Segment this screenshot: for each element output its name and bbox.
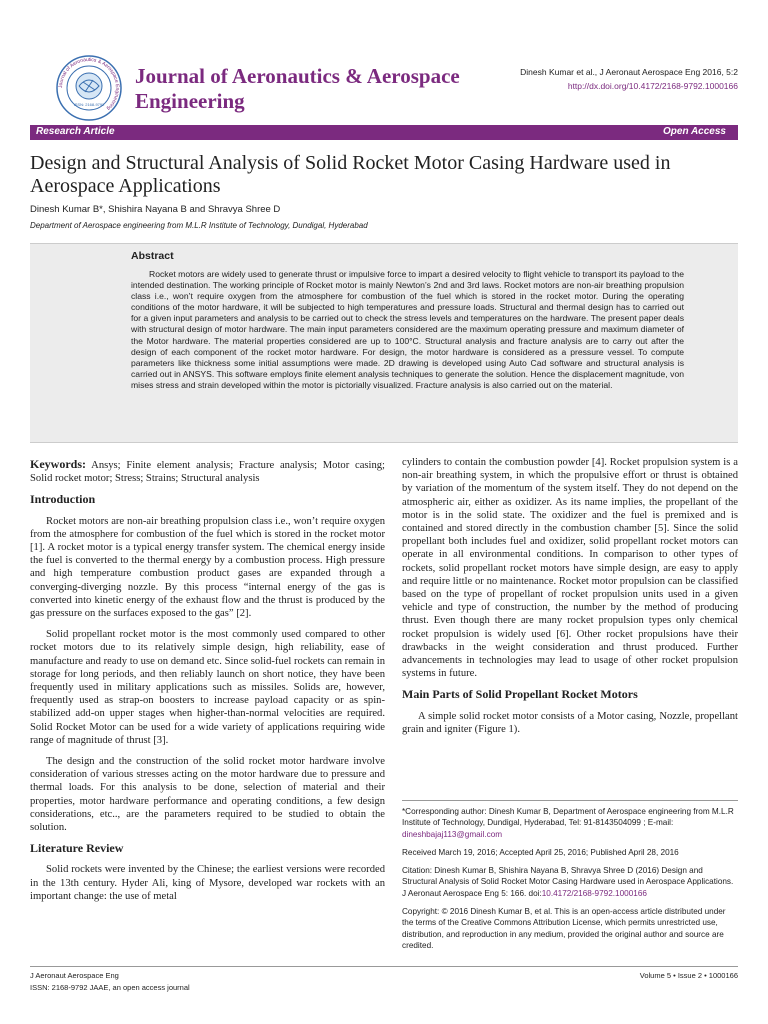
footer-issn: ISSN: 2168-9792 JAAE, an open access journal bbox=[30, 983, 190, 992]
right-paragraph-1: cylinders to contain the combustion powder [4]. Rocket propulsion system is a non-air breathing system, in which the propulsive effort or thrust is obtained by variation of the momentum of the system itself. They do not depend on the atmospheric air, either as oxidizer. As its name implies, the propellant of the motor is in the solid state. The oxidizer and the fuel is premixed and is contained and stored directly in the combustion chamber [5]. Since the solid propellant both includes fuel and oxidizer, solid propellant rocket motors can operate in all environmental conditions. In comparison to other types of rockets, solid propellant rocket motors have simple design, are easy to apply and require little or no maintenance. Rocket motor propulsion can be classified based on the type of propellant of rocket propulsion units used in a given vehicle and type of construction, the number by the method of producing thrust. Even though there are many rocket propulsion types only chemical rocket propulsion is widely used [6]. Other rocket propulsions have their drawbacks in the weight consideration and thrust produced. Further advancements in technologies may lead to usage of other rocket propulsion systems in future. bbox=[402, 457, 738, 680]
footer-divider bbox=[30, 966, 738, 967]
open-access-label: Open Access bbox=[663, 126, 726, 137]
doi-link[interactable]: http://dx.doi.org/10.4172/2168-9792.1000166 bbox=[567, 81, 738, 91]
intro-paragraph-2: Solid propellant rocket motor is the most commonly used compared to other rocket motors due to its relatively simple design, high reliability, ease of manufacture and ready to use on demand etc. Since solid-fuel rockets can remain in storage for long periods, and then reliably launch on short notice, they have been frequently used in military applications such as missiles. Solids are, however, frequently used as strap-on boosters to increase payload capacity or as spin-stabilized add-on upper stages when higher-than-normal velocities are required. Solid Rocket Motor can be used for a wide variety of applications requiring wide range of magnitude of thrust [3]. bbox=[30, 629, 385, 746]
keywords bbox=[30, 458, 385, 485]
keywords-text: Ansys; Finite element analysis; Fracture analysis; Motor casing; Solid rocket motor; Stress; Strains; Structural analysis bbox=[30, 460, 385, 485]
abstract-box bbox=[30, 243, 738, 443]
journal-logo bbox=[55, 54, 123, 122]
right-column bbox=[402, 456, 738, 744]
introduction-heading: Introduction bbox=[30, 492, 96, 507]
abstract-heading: Abstract bbox=[131, 250, 174, 262]
svg-text:ISSN: 2168-9792: ISSN: 2168-9792 bbox=[73, 102, 105, 107]
abstract-text: Rocket motors are widely used to generate thrust or impulsive force to impart a desired velocity to flight vehicle to transport its payload to the intended destination. The working principle of Rocket motor is mainly Newton’s 2nd and 3rd laws. Rocket motors are non-air breathing propulsion class i.e., won’t require oxygen from the atmosphere for combustion of the fuel which is stored in the rocket motor. During the operating conditions of the motor hardware, it will be subjected to high temperatures and pressure loads. Structural and thermal design has to carried out for a given input parameters and analysis to be carried out to check the stress levels and temperatures on the hardware. The present paper deals with structural design of motor hardware. The main input parameters considered are the maximum operating pressure and maximum diameter of the Motor hardware. The material properties considered are up to 100°C. Structural analysis and fracture analysis are to carry out after the design of each component of the rocket motor hardware. For design, the motor hardware is considered as a pressure vessel. To compute parameters like thickness some initial assumptions were made. 2D drawing is developed using Auto Cad software and structural analysis is carried out in ANSYS. This software employs finite element analysis techniques to generate the solution. Hence the displacement magnitude, von mises stress and strain developed within the motor is pictorially visualized. Fracture analysis is also carried out on the material. bbox=[131, 269, 684, 390]
literature-paragraph-1: Solid rockets were invented by the Chinese; the earliest versions were recorded in the 13th century. Hyder Ali, king of Mysore, developed war rockets with an important change: the use of metal bbox=[30, 864, 385, 902]
corresponding-author: *Corresponding author: Dinesh Kumar B, Department of Aerospace engineering from M.L.R Institute of Technology, Dundigal, Hyderabad, Tel: 91-8143504099 ; E-mail: dineshbajaj113@gmail.com bbox=[402, 807, 734, 839]
left-column bbox=[30, 458, 385, 911]
cite-line: Dinesh Kumar et al., J Aeronaut Aerospace Eng 2016, 5:2 bbox=[520, 67, 738, 77]
received-dates: Received March 19, 2016; Accepted April 25, 2016; Published April 28, 2016 bbox=[402, 847, 679, 857]
citation-header bbox=[520, 65, 738, 93]
intro-paragraph-3: The design and the construction of the solid rocket motor hardware involve consideration of various stresses acting on the motor hardware due to pressure and thermal loads. For this analysis to be done, selection of material and their properties, motor hardware performance and operating conditions, a few design considerations, etc.., are the parameters required to be studied to obtain the solution. bbox=[30, 756, 385, 834]
literature-review-heading: Literature Review bbox=[30, 841, 124, 856]
affiliation: Department of Aerospace engineering from M.L.R Institute of Technology, Dundigal, Hyderabad bbox=[30, 221, 368, 230]
footer-left bbox=[30, 970, 190, 994]
article-type-bar bbox=[30, 125, 738, 140]
email-link[interactable]: dineshbajaj113@gmail.com bbox=[402, 829, 503, 839]
footer-journal: J Aeronaut Aerospace Eng bbox=[30, 971, 119, 980]
right-paragraph-2: A simple solid rocket motor consists of a Motor casing, Nozzle, propellant grain and igniter (Figure 1). bbox=[402, 710, 738, 735]
authors: Dinesh Kumar B*, Shishira Nayana B and Shravya Shree D bbox=[30, 204, 281, 215]
journal-title: Journal of Aeronautics & Aerospace Engineering bbox=[135, 64, 460, 113]
intro-paragraph-1: Rocket motors are non-air breathing propulsion class i.e., won’t require oxygen from the atmosphere for combustion of the fuel which is stored in the rocket motor [1]. A rocket motor is a typical energy transfer system. The chemical energy inside the fuel is converted to the thermal energy by a combustion process. High pressure and high temperature combustion product gases are expanded through a converging-diverging nozzle. By this process “internal energy of the gas is converted into kinetic energy of the exhaust flow and the thrust is produced by the gas pressure on the surfaces exposed to the gas” [2]. bbox=[30, 515, 385, 620]
footer-right bbox=[640, 970, 738, 982]
article-type-label: Research Article bbox=[36, 126, 115, 137]
citation: Citation: Dinesh Kumar B, Shishira Nayana B, Shravya Shree D (2016) Design and Structural Analysis of Solid Rocket Motor Casing Hardware used in Aerospace Applications. J Aeronaut Aerospace Eng 5: 166. doi:10.4172/2168-9792.1000166 bbox=[402, 866, 734, 898]
footnote-box bbox=[402, 800, 738, 958]
copyright: Copyright: © 2016 Dinesh Kumar B, et al. This is an open-access article distributed under the terms of the Creative Commons Attribution License, which permits unrestricted use, distribution, and reproduction in any medium, provided the original author and source are credited. bbox=[402, 907, 726, 950]
article-title: Design and Structural Analysis of Solid Rocket Motor Casing Hardware used in Aerospace Applications bbox=[30, 152, 671, 197]
footer-volume: Volume 5 • Issue 2 • 1000166 bbox=[639, 971, 738, 980]
svg-text:Journal of Aeronautics & Aeros: Journal of Aeronautics & Aerospace Engineering bbox=[57, 56, 121, 112]
main-parts-heading: Main Parts of Solid Propellant Rocket Motors bbox=[402, 687, 638, 702]
keywords-label: Keywords: bbox=[30, 457, 86, 471]
citation-doi-link[interactable]: 10.4172/2168-9792.1000166 bbox=[541, 888, 647, 898]
